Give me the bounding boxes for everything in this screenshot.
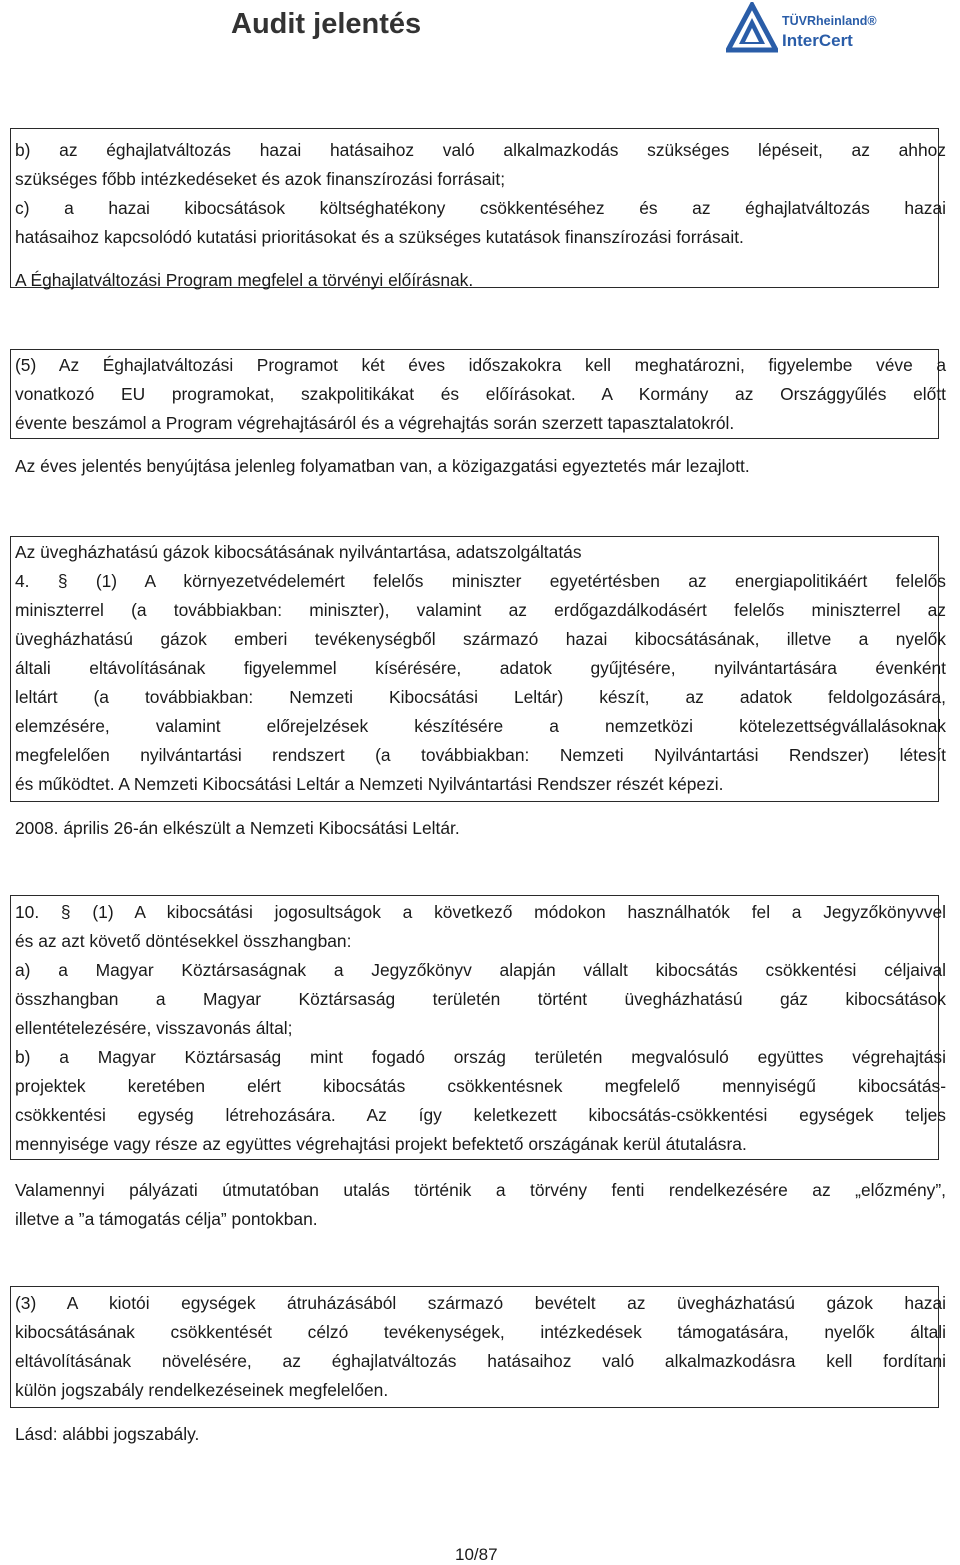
- text-line: (5) Az Éghajlatváltozási Programot két éves időszakokra kell meghatározni, figyelembe véve a: [15, 355, 946, 375]
- text-line: vonatkozó EU programokat, szakpolitikákat és előírásokat. A Kormány az Országgyűlés előtt: [15, 384, 946, 404]
- text-line: b) az éghajlatváltozás hazai hatásaihoz való alkalmazkodás szükséges lépéseit, az ahhoz: [15, 140, 946, 160]
- text-line: 4. § (1) A környezetvédelemért felelős miniszter egyetértésben az energiapolitikáért felelős: [15, 571, 946, 591]
- company-logo: [726, 2, 926, 54]
- note-text: illetve a ”a támogatás célja” pontokban.: [15, 1209, 318, 1229]
- text-line: évente beszámol a Program végrehajtásáról és a végrehajtás során szerzett tapasztalatokról.: [15, 413, 735, 433]
- text-line: üvegházhatású gázok emberi tevékenységből származó hazai kibocsátásának, illetve a nyelők: [15, 629, 946, 649]
- text-line: 10. § (1) A kibocsátási jogosultságok a következő módokon használhatók fel a Jegyzőkönyvvel: [15, 902, 946, 922]
- text-line: eltávolításának növelésére, az éghajlatváltozás hatásaihoz való alkalmazkodásra kell fordítani: [15, 1351, 946, 1371]
- text-line: mennyisége vagy része az együttes végrehajtási projekt befektető országának kerül átutalásra.: [15, 1134, 747, 1154]
- note-text: Az éves jelentés benyújtása jelenleg folyamatban van, a közigazgatási egyeztetés már lezajlott.: [15, 456, 750, 476]
- note-text: Lásd: alábbi jogszabály.: [15, 1424, 200, 1444]
- page-title: Audit jelentés: [231, 8, 422, 40]
- text-line: miniszterrel (a továbbiakban: miniszter), valamint az erdőgazdálkodásért felelős miniszterrel az: [15, 600, 946, 620]
- text-line: kibocsátásának csökkentését célzó tevékenységek, intézkedések támogatására, nyelők általi: [15, 1322, 946, 1342]
- text-line: külön jogszabály rendelkezéseinek megfelelően.: [15, 1380, 389, 1400]
- page-number: 10/87: [455, 1545, 498, 1564]
- text-line: szükséges főbb intézkedéseket és azok finanszírozási forrásait;: [15, 169, 506, 189]
- note-text: 2008. április 26-án elkészült a Nemzeti Kibocsátási Leltár.: [15, 818, 460, 838]
- text-line: b) a Magyar Köztársaság mint fogadó ország területén megvalósuló együttes végrehajtási: [15, 1047, 946, 1067]
- text-line: csökkentési egység létrehozására. Az így keletkezett kibocsátás-csökkentési egységek teljes: [15, 1105, 946, 1125]
- text-line: megfelelően nyilvántartási rendszert (a továbbiakban: Nemzeti Nyilvántartási Rendszer) létesít: [15, 745, 946, 765]
- text-line: a) a Magyar Köztársaságnak a Jegyzőkönyv alapján vállalt kibocsátás csökkentési céljaival: [15, 960, 946, 980]
- text-line: ellentételezésére, visszavonás által;: [15, 1018, 293, 1038]
- text-line: általi eltávolításának figyelemmel kísérésére, adatok gyűjtésére, nyilvántartására évenként: [15, 658, 946, 678]
- note-text: Valamennyi pályázati útmutatóban utalás történik a törvény fenti rendelkezésére az „előzmény”,: [15, 1180, 946, 1200]
- text-line: c) a hazai kibocsátások költséghatékony csökkentéséhez és az éghajlatváltozás hazai: [15, 198, 946, 218]
- text-line: (3) A kiotói egységek átruházásából származó bevételt az üvegházhatású gázok hazai: [15, 1293, 946, 1313]
- text-line: és az azt követő döntésekkel összhangban:: [15, 931, 352, 951]
- tuv-triangle-icon: [726, 2, 778, 54]
- text-line: összhangban a Magyar Köztársaság területén történt üvegházhatású gáz kibocsátások: [15, 989, 946, 1009]
- section-heading: Az üvegházhatású gázok kibocsátásának nyilvántartása, adatszolgáltatás: [15, 542, 582, 562]
- text-line: hatásaihoz kapcsolódó kutatási prioritásokat és a szükséges kutatások finanszírozási forrásait.: [15, 227, 744, 247]
- text-line: projektek keretében elért kibocsátás csökkentésnek megfelelő mennyiségű kibocsátás-: [15, 1076, 946, 1096]
- note-text: A Éghajlatváltozási Program megfelel a törvényi előírásnak.: [15, 270, 474, 290]
- logo-brand-main: InterCert: [782, 31, 853, 50]
- logo-brand-top: TÜVRheinland®: [782, 14, 877, 28]
- text-line: és működtet. A Nemzeti Kibocsátási Leltár a Nemzeti Nyilvántartási Rendszer részét képezi.: [15, 774, 724, 794]
- text-line: leltárt (a továbbiakban: Nemzeti Kibocsátási Leltár) készít, az adatok feldolgozására,: [15, 687, 946, 707]
- text-line: elemzésére, valamint előrejelzések készítésére a nemzetközi kötelezettségvállalásoknak: [15, 716, 946, 736]
